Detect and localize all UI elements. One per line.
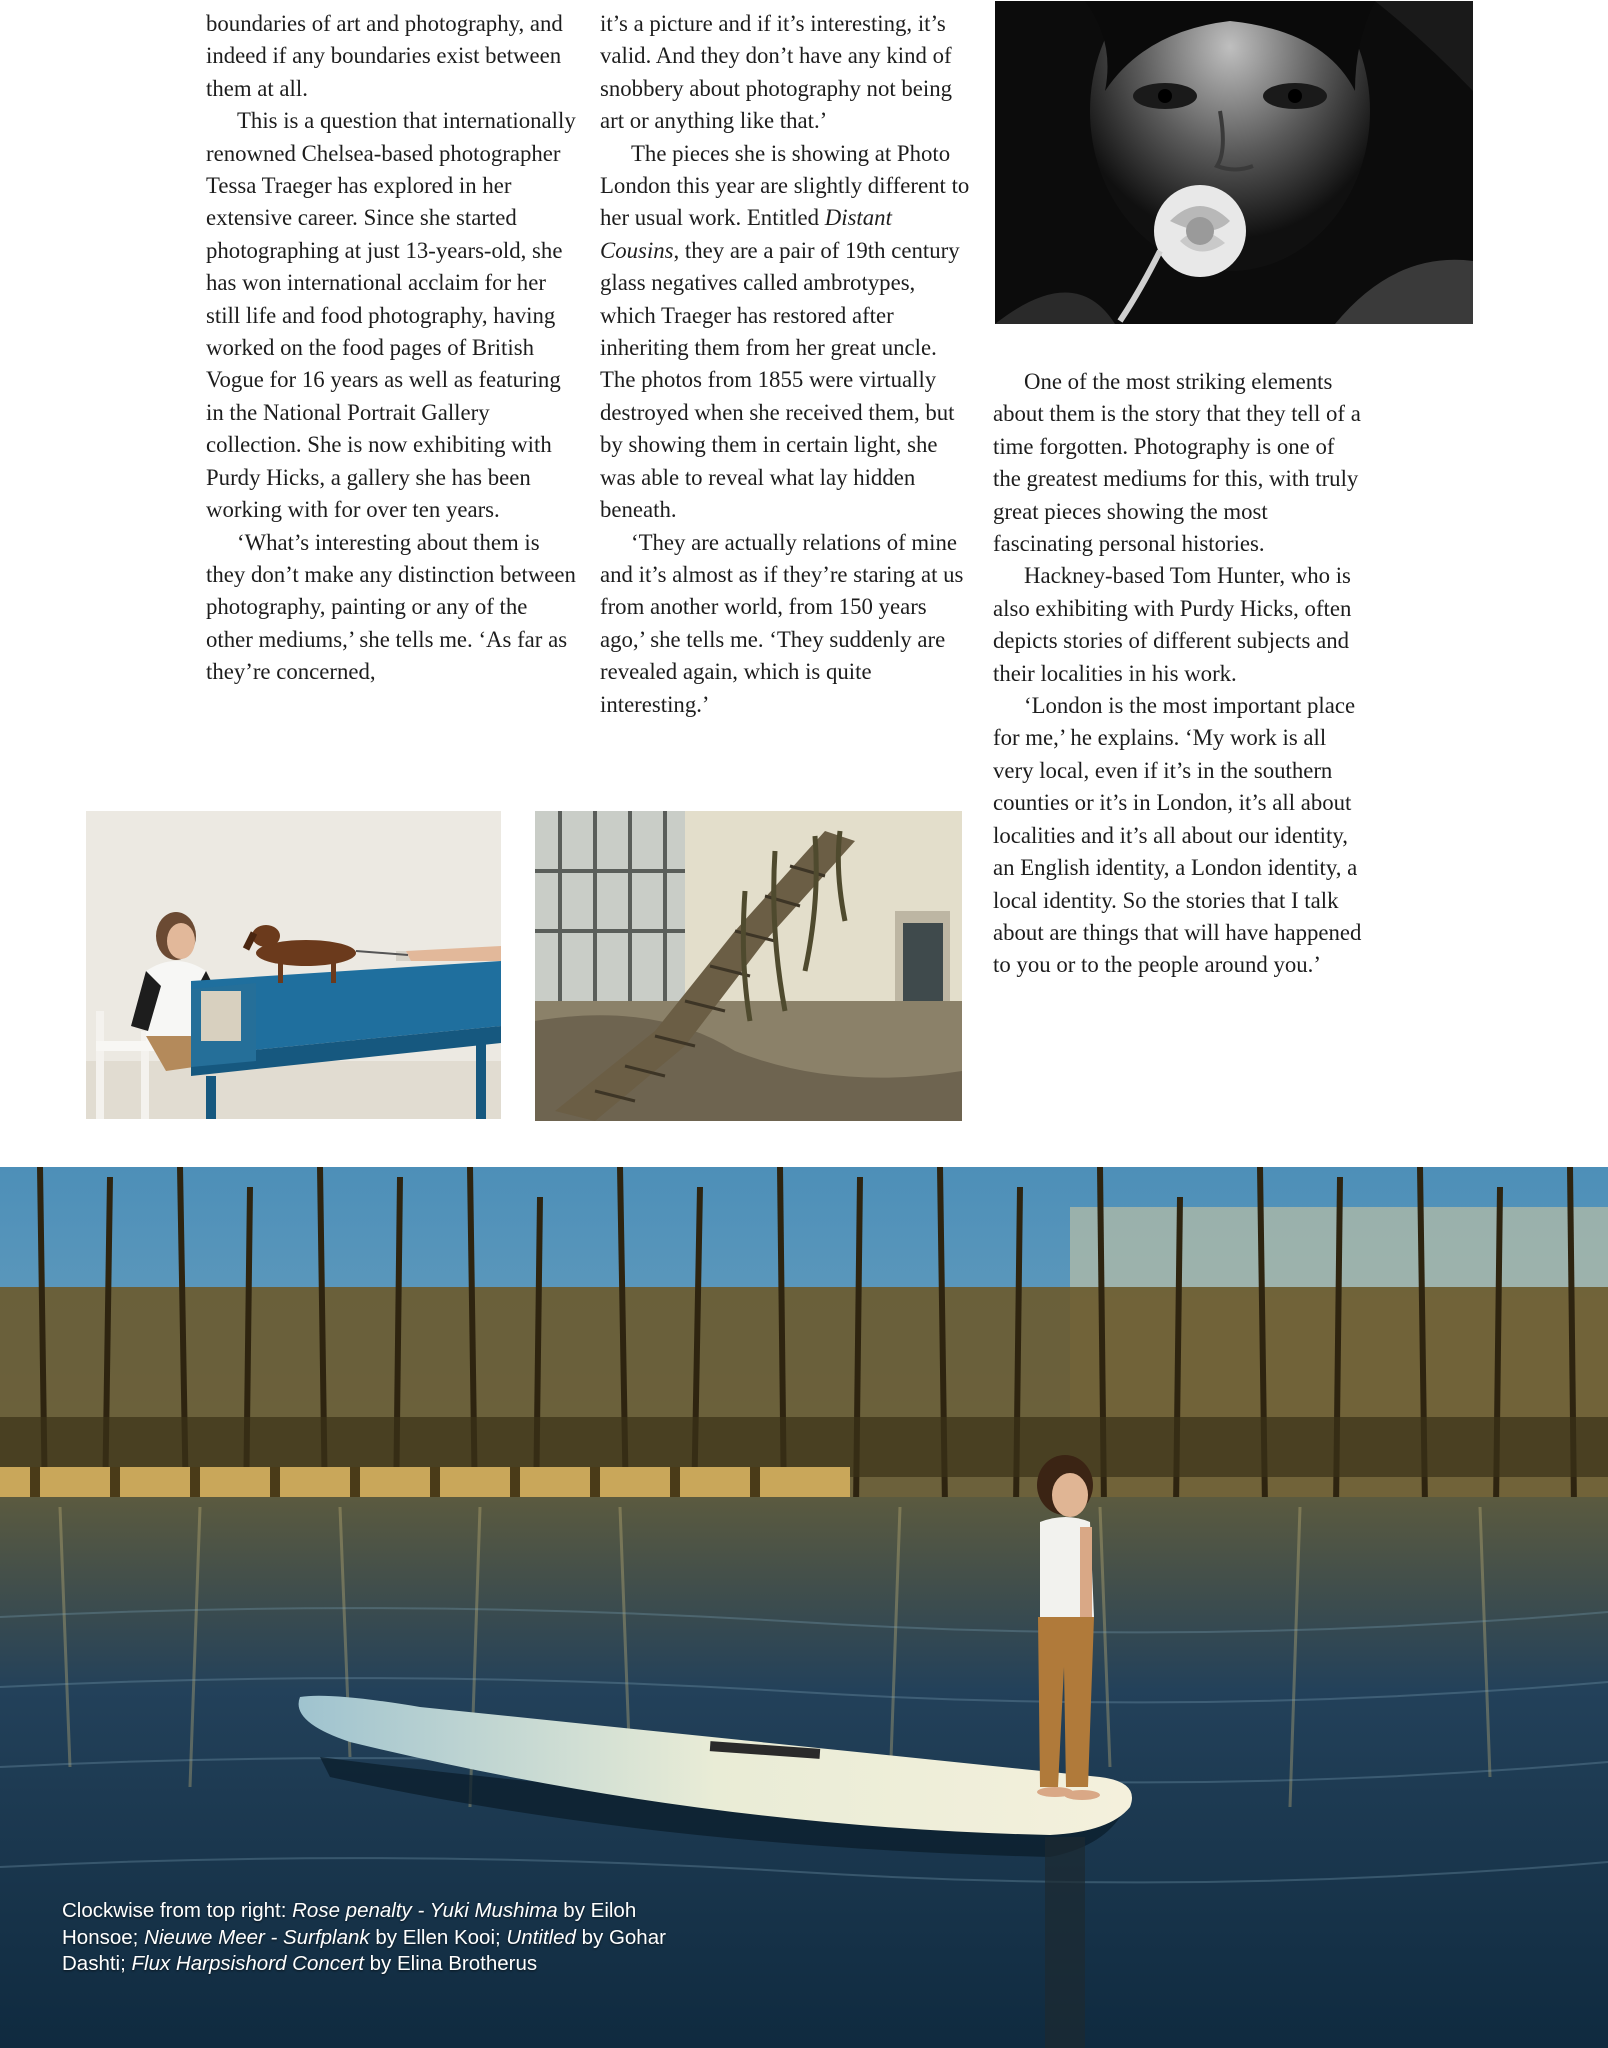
caption-artist-4: by Elina Brotherus xyxy=(363,1952,538,1975)
paragraph-text: , they are a pair of 19th century glass negatives called ambrotypes, which Traeger has restored after inheriting them from her great uncle. The photos from 1855 were virtually destroyed when she received them, but by showing them in certain light, she was able to reveal what lay hidden beneath. xyxy=(600,237,960,523)
article-column-1 xyxy=(206,8,578,689)
caption-artist-1: by Eiloh Honsoe; xyxy=(62,1899,637,1949)
paragraph xyxy=(600,138,976,527)
caption-title-1: Rose penalty - Yuki Mushima xyxy=(292,1899,558,1922)
photo-harpsichord-dog xyxy=(86,811,501,1119)
caption-artist-2: by Ellen Kooi; xyxy=(369,1925,507,1949)
photo-abandoned-staircase xyxy=(535,811,962,1121)
article-column-2 xyxy=(600,8,976,721)
caption-artist-3: by Gohar Dashti; xyxy=(62,1925,666,1975)
article-column-3 xyxy=(993,366,1365,982)
caption-title-2: Nieuwe Meer - Surfplank xyxy=(144,1925,370,1949)
photo-rose-portrait xyxy=(995,1,1473,324)
paragraph: boundaries of art and photography, and indeed if any boundaries exist between them at all. xyxy=(206,11,563,101)
artwork-title: Distant Cousins xyxy=(600,205,892,263)
paragraph: ‘What’s interesting about them is they don’t make any distinction between photography, painting or any of the other mediums,’ she tells me. ‘As far as they’re concerned, xyxy=(206,529,576,685)
paragraph: One of the most striking elements about them is the story that they tell of a time forgotten. Photography is one of the greatest mediums for this, with truly great pieces showing the most fascinating personal histories. xyxy=(993,369,1361,557)
paragraph: This is a question that internationally renowned Chelsea-based photographer Tessa Traeger has explored in her extensive career. Since she started photographing at just 13-years-old, she has won international acclaim for her still life and food photography, having worked on the food pages of British Vogue for 16 years as well as featuring in the National Portrait Gallery collection. She is now exhibiting with Purdy Hicks, a gallery she has been working with for over ten years. xyxy=(206,108,576,523)
caption-title-4: Flux Harpsishord Concert xyxy=(131,1952,364,1975)
caption-title-3: Untitled xyxy=(506,1925,576,1949)
paragraph: ‘They are actually relations of mine and it’s almost as if they’re staring at us from another world, from 150 years ago,’ she tells me. ‘They suddenly are revealed again, which is quite interesting.’ xyxy=(600,529,964,717)
paragraph: it’s a picture and if it’s interesting, it’s valid. And they don’t have any kind of snobbery about photography not being art or anything like that.’ xyxy=(600,11,953,134)
paragraph: Hackney-based Tom Hunter, who is also exhibiting with Purdy Hicks, often depicts stories of different subjects and their localities in his work. xyxy=(993,563,1352,686)
paragraph: ‘London is the most important place for me,’ he explains. ‘My work is all very local, even if it’s in the southern counties or it’s in London, it’s all about localities and it’s all about our identity, an English identity, a London identity, a local identity. So the stories that I talk about are things that will have happened to you or to the people around you.’ xyxy=(993,693,1362,978)
paragraph-text: The pieces she is showing at Photo London this year are slightly different to her usual work. Entitled xyxy=(600,140,970,231)
photo-caption xyxy=(62,1898,682,1978)
caption-intro: Clockwise from top right: xyxy=(62,1899,293,1922)
